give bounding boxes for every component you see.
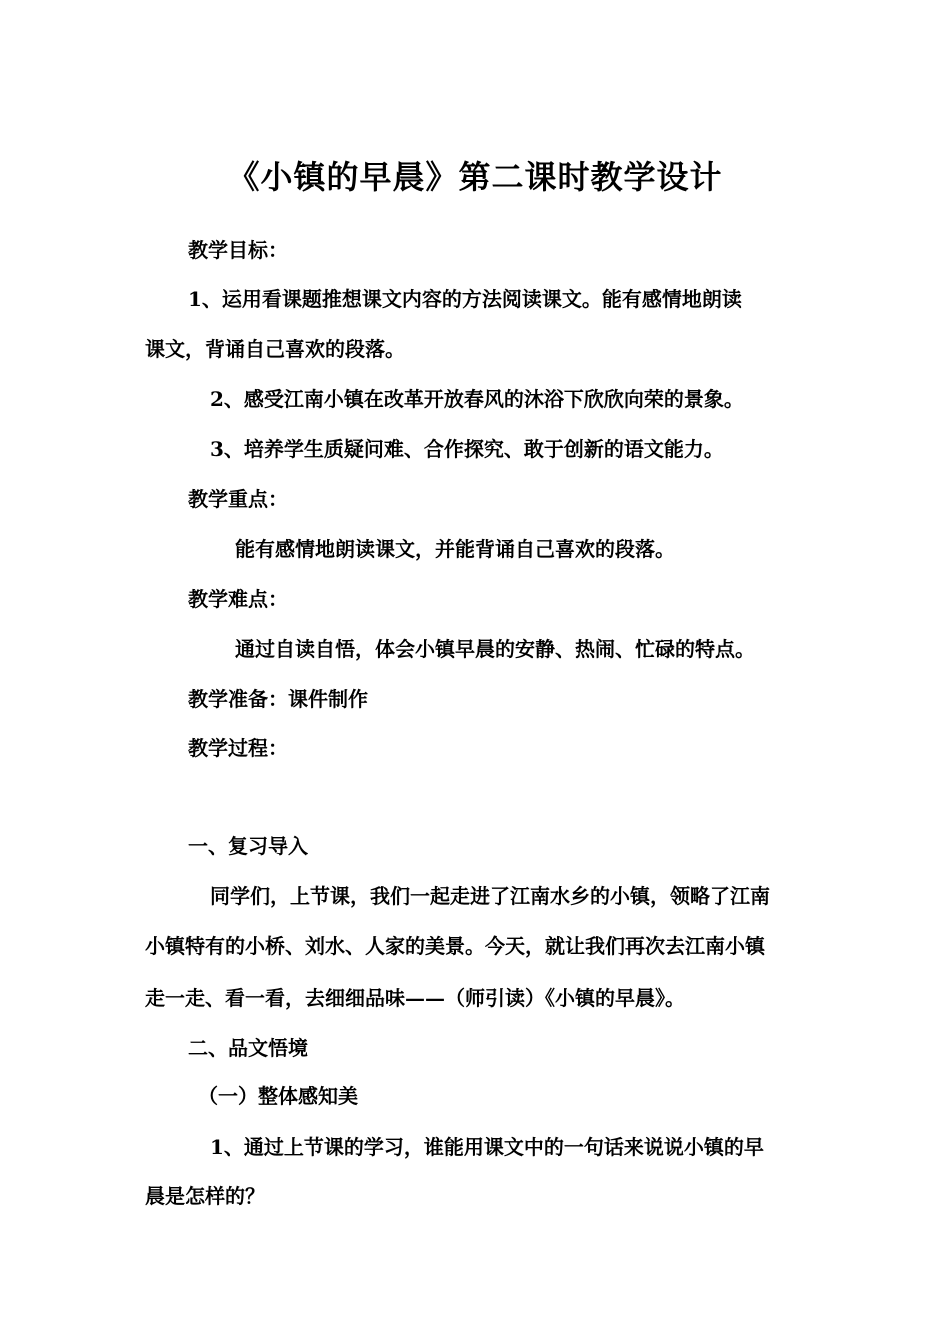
section-1-para-line-2: 小镇特有的小桥、刘水、人家的美景。今天，就让我们再次去江南小镇 — [145, 934, 765, 958]
heading-difficulties: 教学难点： — [188, 587, 288, 611]
heading-key-points: 教学重点： — [188, 487, 288, 511]
heading-process: 教学过程： — [188, 736, 288, 760]
question-1-line-2: 晨是怎样的？ — [145, 1184, 265, 1208]
section-1-para-line-1: 同学们，上节课，我们一起走进了江南水乡的小镇，领略了江南 — [210, 884, 770, 908]
objective-1-line-2: 课文，背诵自己喜欢的段落。 — [145, 337, 405, 361]
document-title: 《小镇的早晨》第二课时教学设计 — [227, 158, 723, 196]
section-1-heading: 一、复习导入 — [188, 834, 308, 858]
objective-1-line-1: 1、运用看课题推想课文内容的方法阅读课文。能有感情地朗读 — [188, 287, 742, 311]
heading-objectives: 教学目标： — [188, 238, 288, 262]
key-points-text: 能有感情地朗读课文，并能背诵自己喜欢的段落。 — [235, 537, 675, 561]
section-2-heading: 二、品文悟境 — [188, 1036, 308, 1060]
difficulties-text: 通过自读自悟，体会小镇早晨的安静、热闹、忙碌的特点。 — [235, 637, 755, 661]
subsection-heading: （一）整体感知美 — [198, 1084, 358, 1108]
objective-2: 2、感受江南小镇在改革开放春风的沐浴下欣欣向荣的景象。 — [210, 387, 744, 411]
section-1-para-line-3: 走一走、看一看，去细细品味——（师引读）《小镇的早晨》。 — [145, 986, 685, 1010]
preparation-line: 教学准备：课件制作 — [188, 687, 368, 711]
question-1-line-1: 1、通过上节课的学习，谁能用课文中的一句话来说说小镇的早 — [210, 1135, 764, 1159]
objective-3: 3、培养学生质疑问难、合作探究、敢于创新的语文能力。 — [210, 437, 724, 461]
